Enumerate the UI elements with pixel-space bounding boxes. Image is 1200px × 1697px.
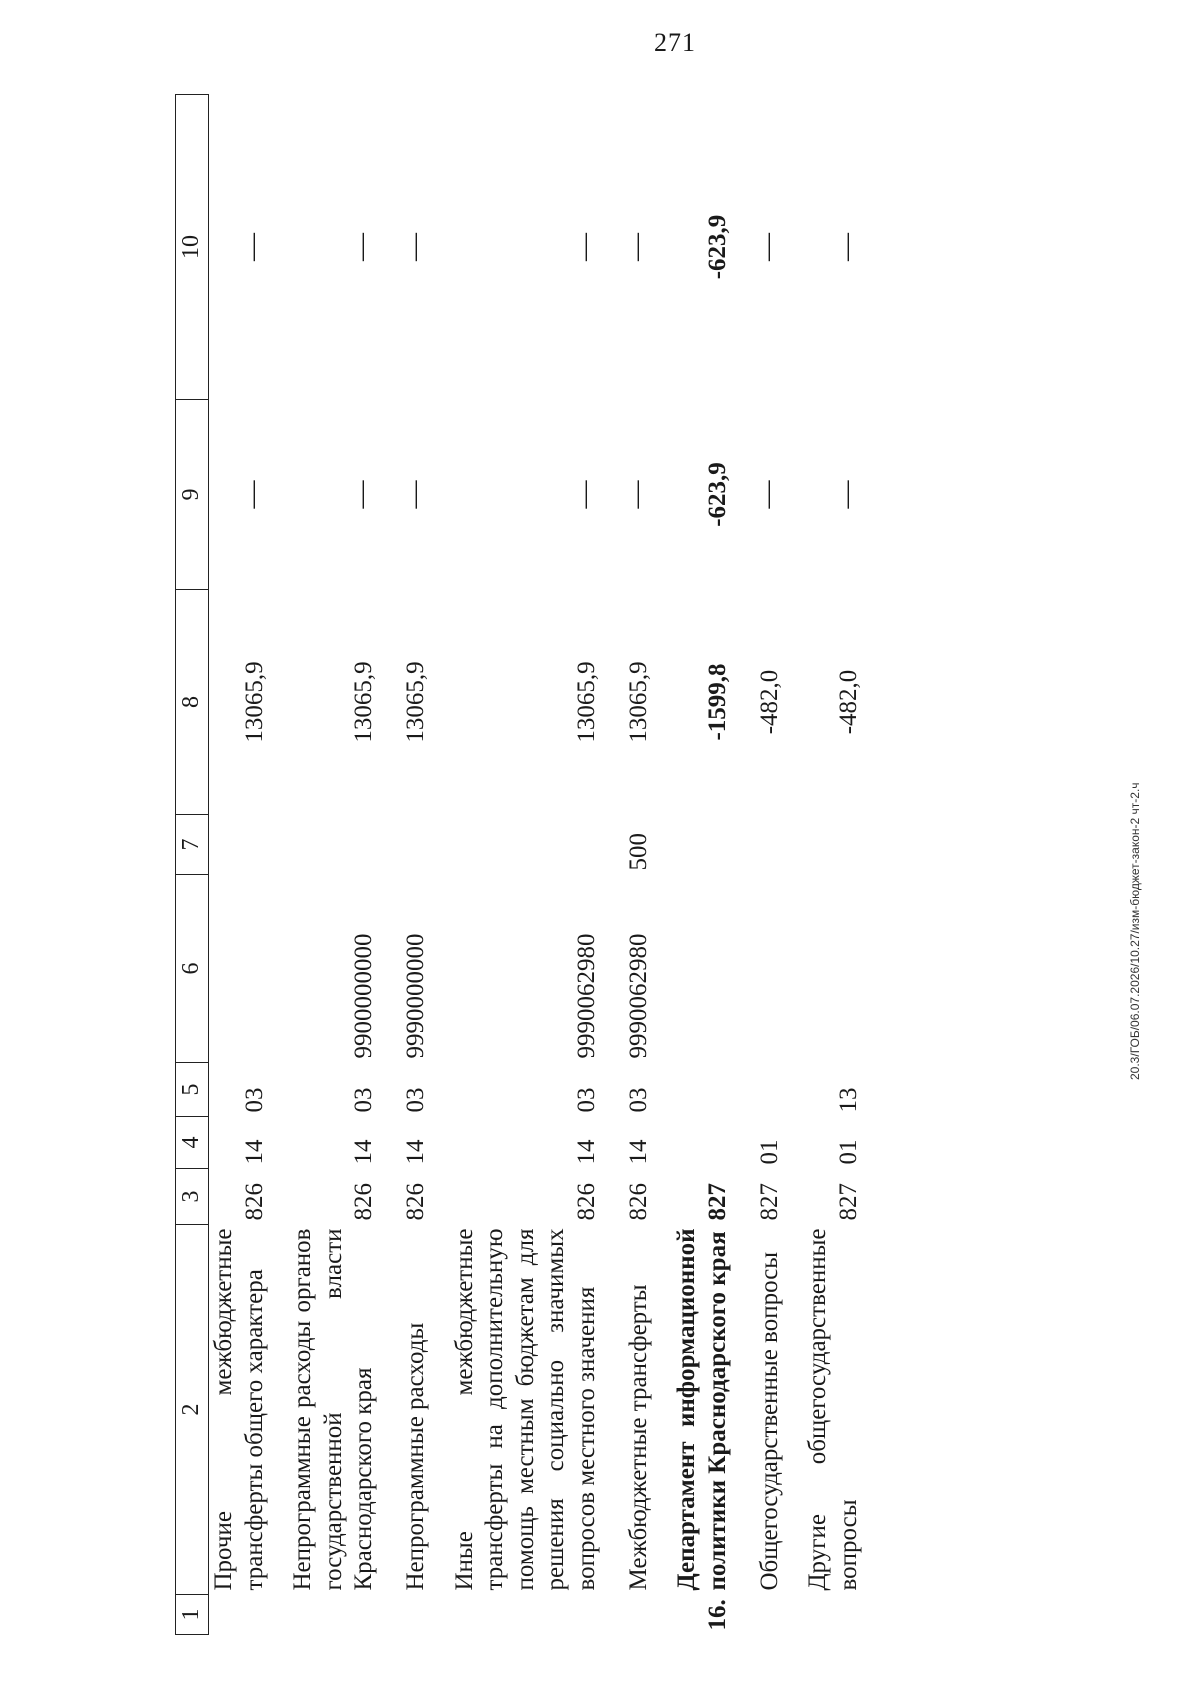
header-cell: 1 — [176, 1595, 209, 1635]
col-amount-3: — — [346, 233, 378, 261]
col-subsection — [733, 1063, 785, 1117]
col-amount-2: — — [398, 480, 430, 509]
col-amount: -482,0 — [834, 669, 862, 735]
col-target — [785, 875, 864, 1063]
table-row — [270, 95, 380, 1635]
col-subsection: 03 — [350, 1087, 377, 1113]
col-subsection: 13 — [834, 1087, 862, 1113]
col-amount-3: — — [236, 233, 268, 261]
col-amount-2: — — [752, 480, 784, 509]
col-ministry: 827 — [703, 1183, 731, 1221]
col-section: 01 — [834, 1139, 862, 1165]
table-row — [602, 95, 654, 1635]
header-row — [176, 95, 209, 1635]
row-number — [432, 1595, 603, 1635]
col-amount: 13065,9 — [350, 661, 377, 743]
row-title: Непрограммные расходы органов государственной власти Краснодарского края — [289, 1228, 377, 1591]
col-target — [209, 875, 271, 1063]
header-cell: 4 — [176, 1117, 209, 1169]
col-amount-3: — — [569, 233, 600, 261]
col-subsection: 03 — [402, 1087, 430, 1113]
header-cell: 10 — [176, 95, 209, 400]
row-title: Прочие межбюджетные трансферты общего характера — [210, 1228, 268, 1591]
col-target: 9990062980 — [624, 933, 652, 1059]
row-title: Департамент информационной политики Краснодарского края — [673, 1228, 731, 1591]
header-cell: 3 — [176, 1169, 209, 1225]
col-amount: -482,0 — [755, 669, 783, 735]
row-title: Непрограммные расходы — [402, 1322, 430, 1591]
col-expense-type — [380, 815, 432, 875]
col-expense-type — [733, 815, 785, 875]
col-amount-2: — — [346, 480, 378, 509]
row-number — [380, 1595, 432, 1635]
budget-table — [175, 94, 864, 1635]
col-target — [654, 875, 733, 1063]
col-amount-2: — — [569, 480, 600, 509]
row-title: Иные межбюджетные трансферты на дополнительную помощь местным бюджетам для решения социально значимых вопросов местного значения — [450, 1228, 600, 1591]
row-number — [733, 1595, 785, 1635]
col-amount: 13065,9 — [240, 661, 268, 743]
col-section: 14 — [624, 1139, 652, 1165]
header-cell: 2 — [176, 1225, 209, 1595]
col-expense-type — [785, 815, 864, 875]
table-row — [654, 95, 733, 1635]
row-number — [785, 1595, 864, 1635]
header-cell: 8 — [176, 590, 209, 815]
header-cell: 5 — [176, 1063, 209, 1117]
col-subsection: 03 — [624, 1087, 652, 1113]
col-ministry: 826 — [572, 1183, 600, 1221]
row-number — [654, 1595, 733, 1635]
section-number: 16. — [703, 1599, 731, 1631]
col-amount: 13065,9 — [402, 661, 430, 743]
col-target: 9990062980 — [572, 933, 600, 1059]
col-target — [733, 875, 785, 1063]
col-ministry: 827 — [755, 1183, 783, 1221]
col-expense-type — [654, 815, 733, 875]
col-ministry: 827 — [834, 1183, 862, 1221]
col-section: 14 — [350, 1139, 377, 1165]
table-row — [209, 95, 271, 1635]
col-amount-3: -623,9 — [703, 214, 731, 280]
page-number: 271 — [654, 28, 696, 57]
table-row — [785, 95, 864, 1635]
col-expense-type — [432, 815, 603, 875]
col-amount-3: — — [831, 233, 863, 261]
col-subsection: 03 — [240, 1087, 268, 1113]
header-cell: 7 — [176, 815, 209, 875]
col-section — [654, 1117, 733, 1169]
col-section: 14 — [240, 1139, 268, 1165]
col-section: 01 — [755, 1139, 783, 1165]
col-amount-2: -623,9 — [703, 462, 731, 527]
row-number — [209, 1595, 271, 1635]
document-footer-code: 20.3/ГОБ/06.07.2026/10.27/изм-бюджет-закон-2 чт-2.ч — [1128, 782, 1142, 1080]
col-amount: 13065,9 — [572, 661, 600, 743]
col-ministry: 826 — [624, 1183, 652, 1221]
col-target: 9990000000 — [402, 933, 430, 1059]
row-title: Другие общегосударственные вопросы — [804, 1228, 862, 1591]
row-number — [270, 1595, 380, 1635]
col-amount-3: — — [752, 233, 784, 261]
col-amount-2: — — [621, 480, 653, 509]
table-row — [733, 95, 785, 1635]
header-cell: 6 — [176, 875, 209, 1063]
col-amount: 13065,9 — [624, 661, 652, 743]
col-ministry: 826 — [350, 1183, 377, 1221]
col-subsection — [654, 1063, 733, 1117]
col-ministry: 826 — [240, 1183, 268, 1221]
col-amount-2: — — [236, 480, 268, 509]
col-amount-2: — — [831, 480, 863, 509]
col-amount: -1599,8 — [703, 663, 731, 741]
col-amount-3: — — [398, 233, 430, 261]
col-expense-type: 500 — [624, 833, 652, 871]
budget-table-sheet — [175, 95, 1055, 1635]
col-section: 14 — [572, 1139, 600, 1165]
col-expense-type — [270, 815, 380, 875]
row-title: Общегосударственные вопросы — [755, 1251, 783, 1591]
header-cell: 9 — [176, 400, 209, 590]
col-expense-type — [209, 815, 271, 875]
col-subsection: 03 — [572, 1087, 600, 1113]
col-ministry: 826 — [402, 1183, 430, 1221]
row-title: Межбюджетные трансферты — [624, 1284, 652, 1591]
table-row — [380, 95, 432, 1635]
row-number — [602, 1595, 654, 1635]
table-row — [432, 95, 603, 1635]
col-amount-3: — — [621, 233, 653, 261]
col-target: 9900000000 — [350, 933, 377, 1059]
col-section: 14 — [402, 1139, 430, 1165]
